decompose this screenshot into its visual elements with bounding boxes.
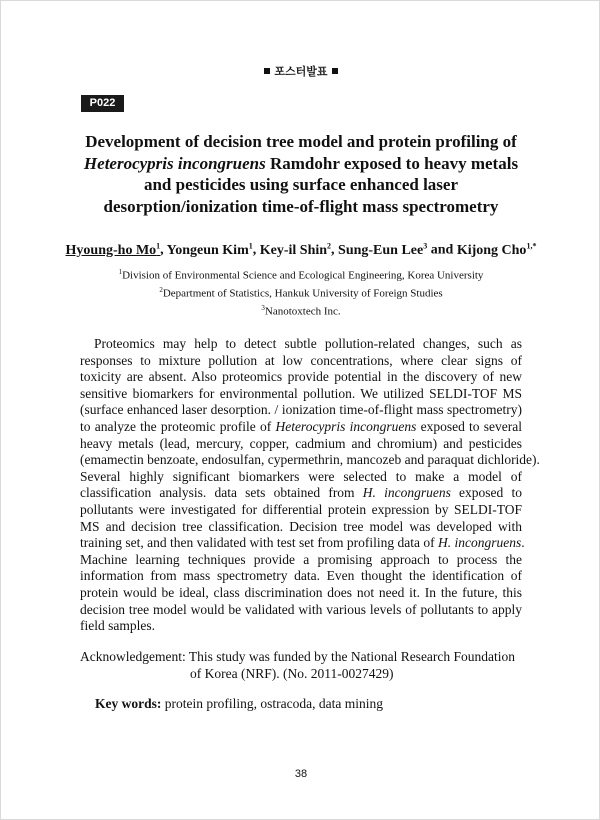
author: Kijong Cho$^{1,*}$: [456, 241, 537, 258]
square-bullet-icon: [264, 68, 270, 74]
affiliation: $^3$Nanotoxtech Inc.: [261, 304, 341, 318]
species-name: H. incongruens: [362, 485, 451, 501]
abstract-line: responses to mixture pollution at low concentrations, where clear signs of: [80, 352, 522, 368]
affiliations: [41, 265, 561, 319]
page-number: 38: [294, 768, 308, 780]
abstract-line: Proteomics may help to detect subtle pollution-related changes, such as: [94, 336, 522, 351]
abstract-line: heavy metals (lead, mercury, copper, cadmium and chromium) and pesticides: [80, 435, 522, 451]
acknowledgement: [80, 649, 522, 682]
abstract-line: (emamectin benzoate, endosulfan, cypermethrin, mancozeb and paraquat dichloride).: [80, 452, 540, 468]
author: Key-il Shin$^2$: [259, 241, 332, 258]
species-name: Heterocypris incongruens: [83, 153, 266, 173]
species-name: H. incongruens: [438, 535, 522, 551]
author: Yongeun Kim$^1$: [166, 241, 253, 258]
abstract-line: field samples.: [80, 618, 155, 634]
abstract-line: sensitive biomarkers for environmental pollution. We utilized SELDI-TOF MS: [80, 385, 522, 401]
section-label: 포스터발표: [274, 65, 328, 78]
author-list: Hyoung-ho Mo$^1$, Yongeun Kim$^1$, Key-il Shin$^2$, Sung-Eun Lee$^3$ and Kijong Cho$^{1,*}$: [65, 241, 537, 258]
poster-code-badge: P022: [81, 95, 124, 112]
keywords-text: protein profiling, ostracoda, data mining: [161, 696, 383, 711]
author: Sung-Eun Lee$^3$: [338, 241, 428, 258]
abstract-body: [80, 336, 540, 635]
section-header: [1, 63, 600, 79]
acknowledgement-line: Acknowledgement: This study was funded by the National Research Foundation: [80, 649, 516, 664]
title-line-1: Development of decision tree model and protein profiling of: [85, 132, 517, 151]
keywords: [95, 696, 525, 712]
abstract-line: Machine learning techniques provide a promising approach to process the: [80, 551, 522, 567]
paper-title: [61, 131, 541, 217]
square-bullet-icon: [332, 68, 338, 74]
abstract-line: classification analysis. data sets obtained from H. incongruens exposed to: [80, 485, 522, 501]
affiliation: $^2$Department of Statistics, Hankuk University of Foreign Studies: [159, 286, 443, 300]
species-name: Heterocypris incongruens: [275, 418, 417, 434]
affiliation: $^1$Division of Environmental Science and Ecological Engineering, Korea University: [118, 268, 484, 282]
keywords-label: Key words:: [95, 696, 162, 711]
abstract-line: MS and decision tree classification. Decision tree model was developed with: [80, 518, 522, 534]
abstract-line: Several highly significant biomarkers were selected to make a model of: [80, 468, 522, 484]
abstract-line: protein would be ideal, class discrimination does not need it. In the future, this: [80, 584, 522, 600]
title-line-3: and pesticides using surface enhanced laser: [143, 175, 459, 194]
abstract-line: decision tree model would be validated with various levels of pollutants to apply: [80, 601, 522, 617]
title-line-4: desorption/ionization time-of-flight mass spectrometry: [103, 196, 499, 216]
acknowledgement-line: of Korea (NRF). (No. 2011-0027429): [190, 665, 394, 681]
title-line-2: Heterocypris incongruens Ramdohr exposed to heavy metals: [83, 153, 519, 173]
abstract-line: to analyze the proteomic profile of Heterocypris incongruens exposed to several: [80, 418, 522, 434]
author-first: Hyoung-ho Mo$^1$: [65, 241, 161, 258]
abstract-line: training set, and then validated with test set from profiling data of H. incongruens.: [80, 535, 525, 551]
abstract-line: information from mass spectrometry data. Even thought the identification of: [80, 568, 522, 584]
abstract-line: pollutants were investigated for differential protein expression by SELDI-TOF: [80, 501, 522, 517]
abstract-line: toxicity are absent. Also proteomics provide potential in the discovery of new: [80, 369, 522, 385]
abstract-line: (surface enhanced laser desorption. / ionization time-of-flight mass spectrometry): [80, 402, 522, 418]
